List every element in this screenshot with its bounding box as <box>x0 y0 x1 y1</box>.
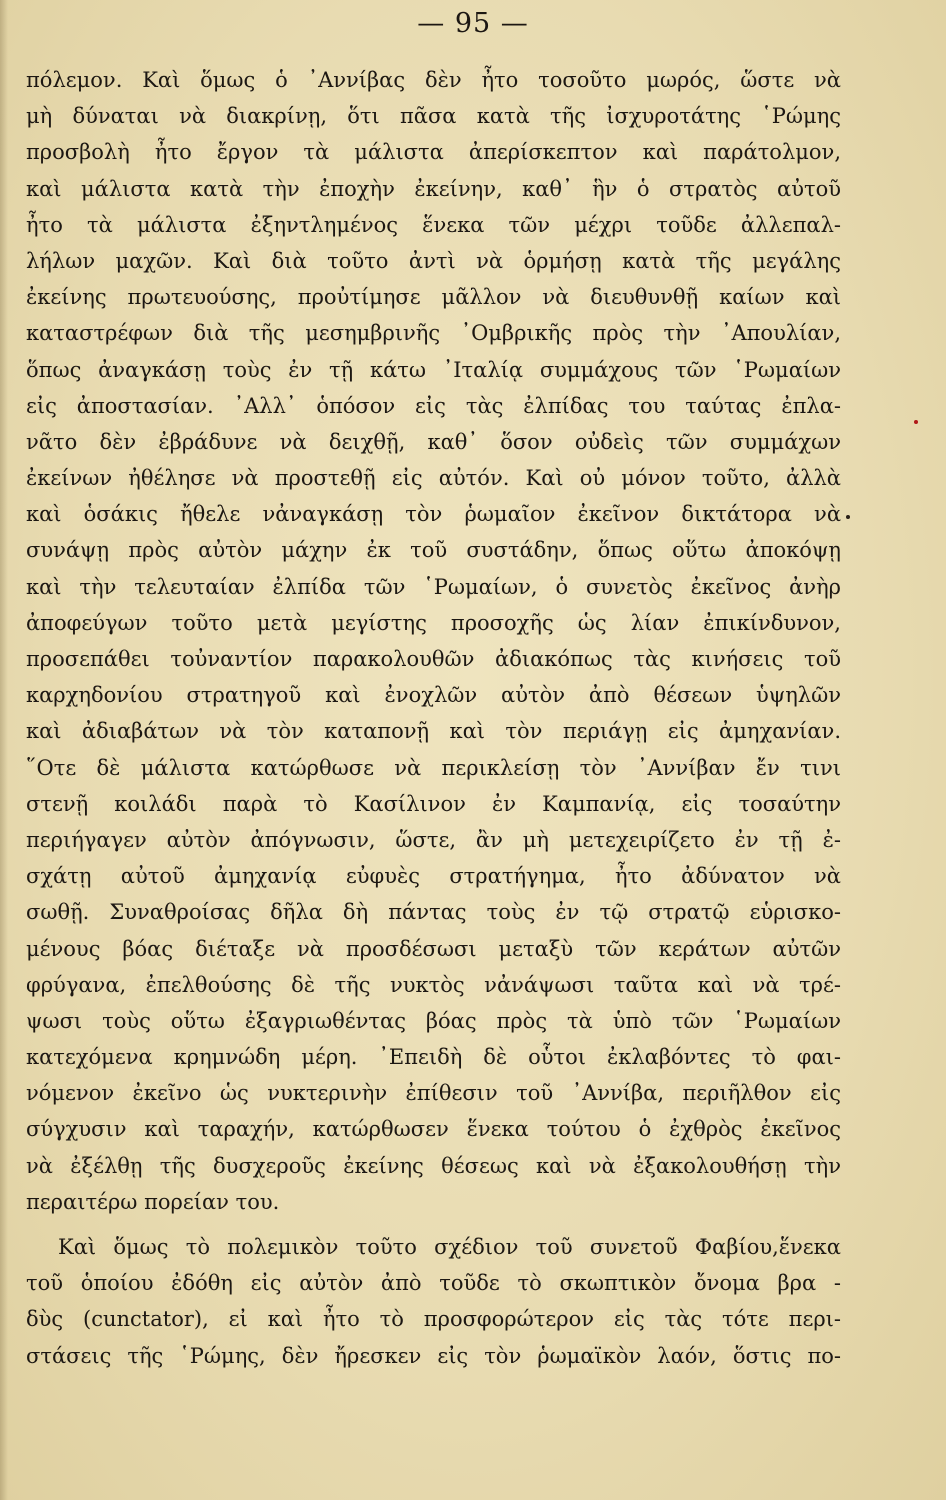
text-line: καὶ ὁσάκις ἤθελε νἀναγκάσῃ τὸν ῥωμαῖον ἐκεῖνον δικτάτορα νὰ <box>26 502 841 527</box>
text-line: μένους βόας διέταξε νὰ προσδέσωσι μεταξὺ τῶν κεράτων αὐτῶν <box>26 936 841 961</box>
text-line: πόλεμον. Καὶ ὅμως ὁ ᾿Αννίβας δὲν ἦτο τοσοῦτο μωρός, ὥστε νὰ <box>26 68 841 92</box>
body-text <box>26 62 841 1374</box>
text-line: νὰ ἐξέλθῃ τῆς δυσχεροῦς ἐκείνης θέσεως καὶ νὰ ἐξακολουθήσῃ τὴν <box>26 1153 841 1178</box>
text-line: καρχηδονίου στρατηγοῦ καὶ ἐνοχλῶν αὐτὸν ἀπὸ θέσεων ὑψηλῶν <box>26 683 841 708</box>
text-line: περαιτέρω πορείαν του. <box>26 1189 280 1214</box>
text-line: καὶ ἀδιαβάτων νὰ τὸν καταπονῇ καὶ τὸν περιάγῃ εἰς ἀμηχανίαν. <box>26 719 841 744</box>
text-line: λήλων μαχῶν. Καὶ διὰ τοῦτο ἀντὶ νὰ ὁρμήσῃ κατὰ τῆς μεγάλης <box>26 248 841 273</box>
paragraph-gap <box>26 1220 841 1229</box>
ink-speck <box>914 420 918 424</box>
text-line: νᾶτο δὲν ἐβράδυνε νὰ δειχθῇ, καθ᾿ ὅσον οὐδεὶς τῶν συμμάχων <box>26 429 841 454</box>
text-line: κατεχόμενα κρημνώδη μέρη. ᾿Επειδὴ δὲ οὗτοι ἐκλαβόντες τὸ φαι- <box>26 1045 841 1070</box>
text-line: δὺς (cunctator), εἰ καὶ ἦτο τὸ προσφορώτερον εἰς τὰς τότε περι- <box>26 1307 841 1332</box>
text-line: ψωσι τοὺς οὕτω ἐξαγριωθέντας βόας πρὸς τὰ ὑπὸ τῶν ῾Ρωμαίων <box>26 1008 841 1033</box>
text-line: εἰς ἀποστασίαν. ᾿Αλλ᾿ ὁπόσον εἰς τὰς ἐλπίδας του ταύτας ἐπλα- <box>26 393 841 418</box>
text-line: περιήγαγεν αὐτὸν ἀπόγνωσιν, ὥστε, ἂν μὴ μετεχειρίζετο ἐν τῇ ἐ- <box>26 827 841 852</box>
text-line: τοῦ ὁποίου ἐδόθη εἰς αὐτὸν ἀπὸ τοῦδε τὸ σκωπτικὸν ὄνομα βρα - <box>26 1271 841 1296</box>
text-line: συνάψῃ πρὸς αὐτὸν μάχην ἐκ τοῦ συστάδην, ὅπως οὕτω ἀποκόψῃ <box>26 538 841 563</box>
text-line: Καὶ ὅμως τὸ πολεμικὸν τοῦτο σχέδιον τοῦ συνετοῦ Φαβίου,ἕνεκα <box>58 1235 841 1259</box>
text-line: φρύγανα, ἐπελθούσης δὲ τῆς νυκτὸς νἀνάψωσι ταῦτα καὶ νὰ τρέ- <box>26 972 841 997</box>
text-line: καὶ τὴν τελευταίαν ἐλπίδα τῶν ῾Ρωμαίων, ὁ συνετὸς ἐκεῖνος ἀνὴρ <box>26 574 841 599</box>
text-line: στενῇ κοιλάδι παρὰ τὸ Κασίλινον ἐν Καμπανίᾳ, εἰς τοσαύτην <box>26 791 841 816</box>
ink-speck <box>846 515 850 519</box>
text-line: σχάτῃ αὐτοῦ ἀμηχανίᾳ εὐφυὲς στρατήγημα, ἦτο ἀδύνατον νὰ <box>26 864 841 889</box>
text-line: στάσεις τῆς ῾Ρώμης, δὲν ἤρεσκεν εἰς τὸν ῥωμαϊκὸν λαόν, ὅστις πο- <box>26 1343 841 1368</box>
text-line: ἐκείνων ἠθέλησε νὰ προστεθῇ εἰς αὐτόν. Καὶ οὐ μόνον τοῦτο, ἀλλὰ <box>26 466 841 491</box>
text-line: μὴ δύναται νὰ διακρίνῃ, ὅτι πᾶσα κατὰ τῆς ἰσχυροτάτης ῾Ρώμης <box>26 104 841 129</box>
text-line: προσβολὴ ἦτο ἔργον τὰ μάλιστα ἀπερίσκεπτον καὶ παράτολμον, <box>26 140 841 165</box>
text-line: καὶ μάλιστα κατὰ τὴν ἐποχὴν ἐκείνην, καθ᾿ ἣν ὁ στρατὸς αὐτοῦ <box>26 176 841 201</box>
page-edge-shadow <box>0 0 8 1500</box>
text-line: σύγχυσιν καὶ ταραχήν, κατώρθωσεν ἕνεκα τούτου ὁ ἐχθρὸς ἐκεῖνος <box>26 1117 841 1142</box>
paragraph-1 <box>26 62 841 1220</box>
text-line: ὅπως ἀναγκάσῃ τοὺς ἐν τῇ κάτω ᾿Ιταλίᾳ συμμάχους τῶν ῾Ρωμαίων <box>26 357 841 382</box>
text-line: σωθῇ. Συναθροίσας δῆλα δὴ πάντας τοὺς ἐν τῷ στρατῷ εὑρισκο- <box>26 900 841 925</box>
text-line: νόμενον ἐκεῖνο ὡς νυκτερινὴν ἐπίθεσιν τοῦ ᾿Αννίβα, περιῆλθον εἰς <box>26 1081 841 1106</box>
text-line: προσεπάθει τοὐναντίον παρακολουθῶν ἀδιακόπως τὰς κινήσεις τοῦ <box>26 647 841 671</box>
text-line: ἀποφεύγων τοῦτο μετὰ μεγίστης προσοχῆς ὡς λίαν ἐπικίνδυνον, <box>26 610 841 635</box>
paragraph-2 <box>26 1229 841 1374</box>
text-line: ἐκείνης πρωτευούσης, προὐτίμησε μᾶλλον νὰ διευθυνθῇ καίων καὶ <box>26 285 841 310</box>
page-number: — 95 — <box>417 8 529 39</box>
text-line: ῞Οτε δὲ μάλιστα κατώρθωσε νὰ περικλείσῃ τὸν ᾿Αννίβαν ἔν τινι <box>26 755 841 780</box>
text-line: ἦτο τὰ μάλιστα ἐξηντλημένος ἕνεκα τῶν μέχρι τοῦδε ἀλλεπαλ- <box>26 212 841 237</box>
text-line: καταστρέφων διὰ τῆς μεσημβρινῆς ᾿Ομβρικῆς πρὸς τὴν ᾿Απουλίαν, <box>26 321 841 346</box>
